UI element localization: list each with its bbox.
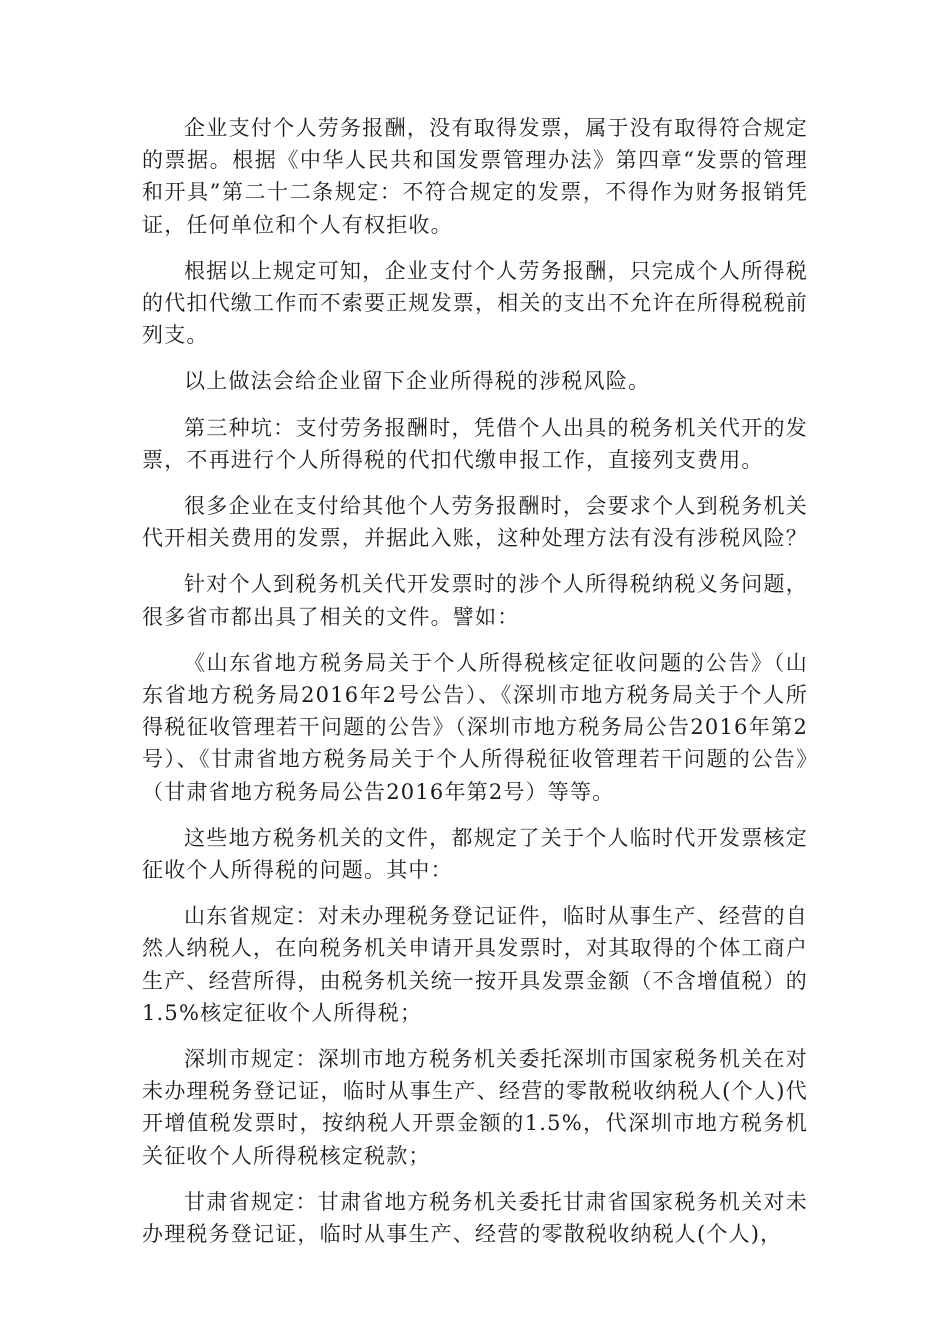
- paragraph-provinces-intro: 针对个人到税务机关代开发票时的涉个人所得税纳税义务问题，很多省市都出具了相关的文件。譬如：: [142, 572, 808, 629]
- paragraph-invoice-requirement: 企业支付个人劳务报酬，没有取得发票，属于没有取得符合规定的票据。根据《中华人民共和国发票管理办法》第四章“发票的管理和开具”第二十二条规定：不符合规定的发票，不得作为财务报销凭证，任何单位和个人有权拒收。: [142, 116, 808, 237]
- paragraph-third-pitfall: 第三种坑：支付劳务报酬时，凭借个人出具的税务机关代开的发票，不再进行个人所得税的代扣代缴申报工作，直接列支费用。: [142, 415, 808, 472]
- paragraph-local-rules: 这些地方税务机关的文件，都规定了关于个人临时代开发票核定征收个人所得税的问题。其中：: [142, 825, 808, 883]
- paragraph-question: 很多企业在支付给其他个人劳务报酬时，会要求个人到税务机关代开相关费用的发票，并据此入账，这种处理方法有没有涉税风险？: [142, 494, 808, 551]
- paragraph-announcements: 《山东省地方税务局关于个人所得税核定征收问题的公告》（山东省地方税务局2016年2号公告）、《深圳市地方税务局关于个人所得税征收管理若干问题的公告》（深圳市地方税务局公告2016年第2号）、《甘肃省地方税务局关于个人所得税征收管理若干问题的公告》（甘肃省地方税务局公告2016年第2号）等等。: [142, 650, 808, 804]
- paragraph-gansu: 甘肃省规定：甘肃省地方税务机关委托甘肃省国家税务机关对未办理税务登记证，临时从事生产、经营的零散税收纳税人(个人)，: [142, 1189, 808, 1247]
- paragraph-shenzhen: 深圳市规定：深圳市地方税务机关委托深圳市国家税务机关在对未办理税务登记证，临时从事生产、经营的零散税收纳税人(个人)代开增值税发票时，按纳税人开票金额的1.5%，代深圳市地方税务机关征收个人所得税核定税款；: [142, 1047, 808, 1168]
- paragraph-shandong: 山东省规定：对未办理税务登记证件，临时从事生产、经营的自然人纳税人，在向税务机关申请开具发票时，对其取得的个体工商户生产、经营所得，由税务机关统一按开具发票金额（不含增值税）的1.5%核定征收个人所得税；: [142, 904, 808, 1025]
- document-body: [142, 112, 808, 1264]
- paragraph-conclusion: 根据以上规定可知，企业支付个人劳务报酬，只完成个人所得税的代扣代缴工作而不索要正规发票，相关的支出不允许在所得税税前列支。: [142, 258, 808, 348]
- paragraph-risk-note: 以上做法会给企业留下企业所得税的涉税风险。: [184, 369, 651, 394]
